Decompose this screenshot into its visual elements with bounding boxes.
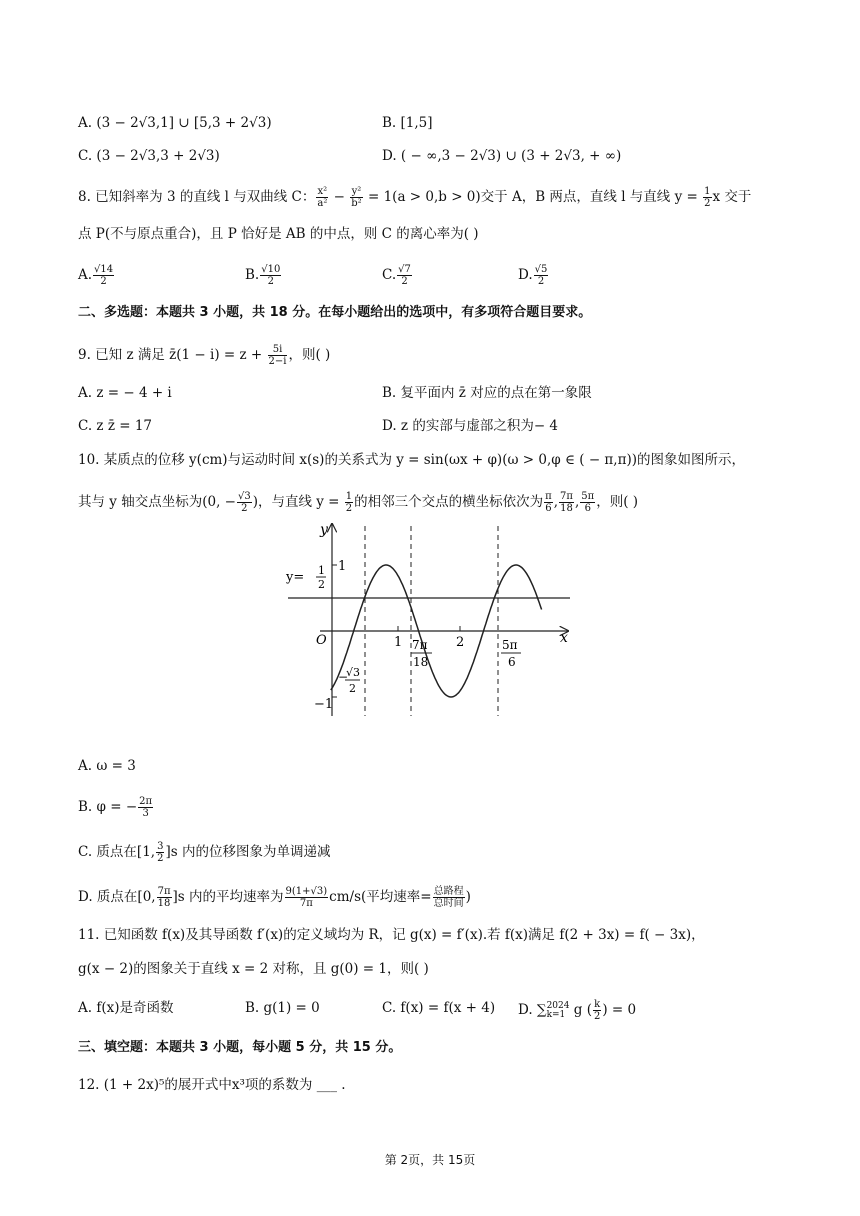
- q11-option-c: C. f(x) = f(x + 4): [382, 1000, 496, 1016]
- svg-text:18: 18: [413, 655, 429, 669]
- q11-stem-line1: 11. 已知函数 f(x)及其导函数 f′(x)的定义域均为 R，记 g(x) = f′(x).若 f(x)满足 f(2 + 3x) = f( − 3x)，: [78, 927, 705, 943]
- y-equals-label: y=: [286, 570, 305, 585]
- q7-option-a: A. (3 − 2√3,1] ∪ [5,3 + 2√3): [78, 115, 272, 131]
- svg-text:2: 2: [318, 578, 325, 591]
- q10-option-a: A. ω = 3: [78, 758, 136, 774]
- q9-option-b: B. 复平面内 z̄ 对应的点在第一象限: [382, 385, 592, 401]
- x-axis-label: x: [560, 630, 568, 646]
- q9-stem: 9. 已知 z 满足 z̄(1 − i) = z + $\frac{5i}{2-i}$ ，则( ): [78, 344, 331, 367]
- q8-option-c: C. $\frac{√7}{2}$: [382, 264, 411, 287]
- x-tick-1: 1: [394, 635, 403, 650]
- svg-text:√3: √3: [346, 666, 361, 679]
- q9-option-c: C. z z̄ = 17: [78, 418, 153, 434]
- q12-stem: 12. (1 + 2x)⁵的展开式中x³项的系数为 ___ .: [78, 1077, 346, 1093]
- fraction: $\frac{1}{2}$: [704, 186, 711, 209]
- q9-option-a: A. z = − 4 + i: [78, 385, 172, 401]
- svg-text:1: 1: [318, 564, 325, 577]
- q7-option-c: C. (3 − 2√3,3 + 2√3): [78, 148, 220, 164]
- q8-stem-line2: 点 P(不与原点重合)，且 P 恰好是 AB 的中点，则 C 的离心率为( ): [78, 226, 479, 242]
- fraction: $\frac{\text{y²}}{\text{b²}}$: [351, 186, 362, 209]
- q11-stem-line2: g(x − 2)的图象关于直线 x = 2 对称，且 g(0) = 1，则( ): [78, 961, 429, 977]
- q10-option-d: D. 质点在[0, $\frac{7\pi}{18}$ ]s 内的平均速率为 $\frac{9(1+√3)}{7\pi}$ cm/s(平均速率= $\frac{\text{总路程}}{\text{总时间}}$ ): [78, 886, 471, 909]
- page-footer: 第 2页，共 15页: [384, 1153, 476, 1167]
- tick-label-minus-1: −1: [314, 697, 334, 712]
- tick-label-1: 1: [338, 559, 347, 574]
- svg-text:2: 2: [349, 682, 356, 695]
- section-heading-fill-in: 三、填空题：本题共 3 小题，每小题 5 分，共 15 分。: [78, 1040, 402, 1055]
- q7-option-b: B. [1,5]: [382, 115, 433, 131]
- q11-option-b: B. g(1) = 0: [245, 1000, 320, 1016]
- svg-text:5π: 5π: [502, 638, 518, 652]
- x-tick-2: 2: [456, 635, 465, 650]
- q8-stem-line1: 8. 已知斜率为 3 的直线 l 与双曲线 C： $\frac{\text{x²}}{\text{a²}}$ − $\frac{\text{y²}}{\text{b²}}$ = 1(a > 0,b > 0)交于 A，B 两点，直线 l 与直线 y = $\frac{1}{2}$ x 交于: [78, 186, 752, 209]
- q11-option-a: A. f(x)是奇函数: [78, 1000, 174, 1016]
- origin-label: O: [316, 633, 327, 648]
- q10-stem-line2: 其与 y 轴交点坐标为(0, − $\frac{√3}{2}$ )，与直线 y = $\frac{1}{2}$ 的相邻三个交点的横坐标依次为 $\frac{\pi}{6}$ , $\frac{7\pi}{18}$ , $\frac{5\pi}{6}$ ，则( ): [78, 491, 639, 514]
- svg-text:6: 6: [508, 655, 516, 669]
- svg-text:−: −: [338, 670, 349, 684]
- q8-option-d: D. $\frac{√5}{2}$: [518, 264, 548, 287]
- section-heading-multiple-choice: 二、多选题：本题共 3 小题，共 18 分。在每小题给出的选项中，有多项符合题目要求。: [78, 305, 592, 320]
- q10-option-b: B. φ = − $\frac{2\pi}{3}$: [78, 796, 153, 819]
- fraction: $\frac{\text{x²}}{\text{a²}}$: [317, 186, 328, 209]
- q8-option-b: B. $\frac{√10}{2}$: [245, 264, 281, 287]
- q11-option-d: D. ∑ 2024 k=1 g ( $\frac{k}{2}$ ) = 0: [518, 999, 637, 1022]
- q9-option-d: D. z 的实部与虚部之积为− 4: [382, 418, 559, 434]
- q10-stem-line1: 10. 某质点的位移 y(cm)与运动时间 x(s)的关系式为 y = sin(ωx + φ)(ω > 0,φ ∈ ( − π,π))的图象如图所示，: [78, 452, 746, 468]
- q7-option-d: D. ( − ∞,3 − 2√3) ∪ (3 + 2√3, + ∞): [382, 148, 622, 164]
- svg-text:7π: 7π: [412, 638, 428, 652]
- sine-graph-figure: [280, 518, 580, 722]
- y-axis-label: y: [320, 522, 328, 538]
- q8-option-a: A. $\frac{√14}{2}$: [78, 264, 114, 287]
- q10-option-c: C. 质点在[1, $\frac{3}{2}$ ]s 内的位移图象为单调递减: [78, 841, 331, 864]
